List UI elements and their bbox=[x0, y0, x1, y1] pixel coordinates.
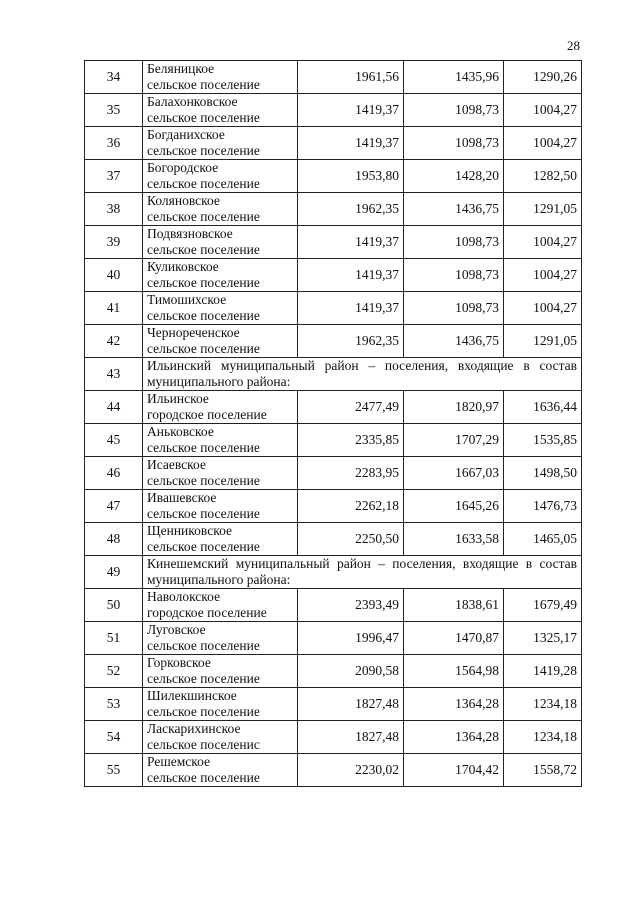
table-row bbox=[85, 292, 582, 325]
settlement-name bbox=[143, 325, 298, 358]
table-row bbox=[85, 490, 582, 523]
row-number: 54 bbox=[85, 721, 143, 754]
table-body bbox=[85, 61, 582, 787]
value-cell-1: 2250,50 bbox=[298, 523, 404, 556]
table-row bbox=[85, 259, 582, 292]
value-cell-3: 1004,27 bbox=[504, 259, 582, 292]
settlement-name-line: Решемское bbox=[147, 754, 211, 769]
settlement-type-line: сельское поселение bbox=[147, 341, 260, 356]
settlement-name-line: Горковское bbox=[147, 655, 211, 670]
settlement-type-line: сельское поселение bbox=[147, 143, 260, 158]
settlement-name-line: Аньковское bbox=[147, 424, 214, 439]
value-cell-1: 2477,49 bbox=[298, 391, 404, 424]
row-number: 43 bbox=[85, 358, 143, 391]
settlement-name bbox=[143, 622, 298, 655]
value-cell-3: 1234,18 bbox=[504, 721, 582, 754]
value-cell-3: 1291,05 bbox=[504, 325, 582, 358]
value-cell-3: 1558,72 bbox=[504, 754, 582, 787]
value-cell-2: 1436,75 bbox=[404, 193, 504, 226]
settlement-name-line: Ильинское bbox=[147, 391, 209, 406]
row-number: 35 bbox=[85, 94, 143, 127]
settlement-name-line: Богородское bbox=[147, 160, 219, 175]
row-number: 39 bbox=[85, 226, 143, 259]
table-row bbox=[85, 61, 582, 94]
settlement-type-line: городское поселение bbox=[147, 605, 267, 620]
settlement-type-line: городское поселение bbox=[147, 407, 267, 422]
settlement-name-line: Тимошихское bbox=[147, 292, 227, 307]
row-number: 44 bbox=[85, 391, 143, 424]
settlement-type-line: сельское поселение bbox=[147, 110, 260, 125]
row-number: 45 bbox=[85, 424, 143, 457]
settlement-type-line: сельское поселение bbox=[147, 671, 260, 686]
table-section-row bbox=[85, 556, 582, 589]
value-cell-2: 1098,73 bbox=[404, 292, 504, 325]
settlement-name-line: Шилекшинское bbox=[147, 688, 237, 703]
value-cell-1: 1962,35 bbox=[298, 193, 404, 226]
settlement-type-line: сельское поселение bbox=[147, 638, 260, 653]
value-cell-1: 1419,37 bbox=[298, 127, 404, 160]
value-cell-1: 1961,56 bbox=[298, 61, 404, 94]
row-number: 50 bbox=[85, 589, 143, 622]
row-number: 51 bbox=[85, 622, 143, 655]
value-cell-2: 1707,29 bbox=[404, 424, 504, 457]
row-number: 55 bbox=[85, 754, 143, 787]
value-cell-3: 1282,50 bbox=[504, 160, 582, 193]
value-cell-1: 1962,35 bbox=[298, 325, 404, 358]
table-row bbox=[85, 523, 582, 556]
value-cell-1: 1419,37 bbox=[298, 226, 404, 259]
value-cell-1: 2393,49 bbox=[298, 589, 404, 622]
settlement-name bbox=[143, 391, 298, 424]
value-cell-1: 2090,58 bbox=[298, 655, 404, 688]
table-row bbox=[85, 193, 582, 226]
value-cell-1: 2335,85 bbox=[298, 424, 404, 457]
page-number: 28 bbox=[567, 38, 580, 53]
value-cell-1: 1419,37 bbox=[298, 292, 404, 325]
value-cell-3: 1290,26 bbox=[504, 61, 582, 94]
row-number: 52 bbox=[85, 655, 143, 688]
value-cell-2: 1435,96 bbox=[404, 61, 504, 94]
settlement-name bbox=[143, 292, 298, 325]
settlement-type-line: сельское поселение bbox=[147, 77, 260, 92]
value-cell-3: 1004,27 bbox=[504, 292, 582, 325]
settlement-type-line: сельское поселение bbox=[147, 176, 260, 191]
settlement-name-line: Богданихское bbox=[147, 127, 225, 142]
value-cell-1: 1419,37 bbox=[298, 94, 404, 127]
value-cell-2: 1820,97 bbox=[404, 391, 504, 424]
row-number: 38 bbox=[85, 193, 143, 226]
settlement-name-line: Подвязновское bbox=[147, 226, 233, 241]
value-cell-2: 1098,73 bbox=[404, 259, 504, 292]
settlement-name bbox=[143, 61, 298, 94]
settlement-type-line: сельское поселение bbox=[147, 770, 260, 785]
table-row bbox=[85, 424, 582, 457]
row-number: 42 bbox=[85, 325, 143, 358]
settlement-name bbox=[143, 523, 298, 556]
value-cell-2: 1645,26 bbox=[404, 490, 504, 523]
settlement-name bbox=[143, 457, 298, 490]
value-cell-3: 1419,28 bbox=[504, 655, 582, 688]
settlement-type-line: сельское поселение bbox=[147, 242, 260, 257]
value-cell-1: 2262,18 bbox=[298, 490, 404, 523]
settlement-name-line: Исаевское bbox=[147, 457, 206, 472]
settlement-name bbox=[143, 259, 298, 292]
tariff-table bbox=[84, 60, 582, 787]
value-cell-1: 1827,48 bbox=[298, 721, 404, 754]
settlement-name-line: Ласкарихинское bbox=[147, 721, 241, 736]
table-row bbox=[85, 325, 582, 358]
value-cell-1: 1996,47 bbox=[298, 622, 404, 655]
row-number: 37 bbox=[85, 160, 143, 193]
settlement-name bbox=[143, 193, 298, 226]
value-cell-1: 2283,95 bbox=[298, 457, 404, 490]
settlement-type-line: сельское поселение bbox=[147, 473, 260, 488]
settlement-name bbox=[143, 226, 298, 259]
row-number: 41 bbox=[85, 292, 143, 325]
value-cell-2: 1470,87 bbox=[404, 622, 504, 655]
row-number: 47 bbox=[85, 490, 143, 523]
settlement-name-line: Наволокское bbox=[147, 589, 221, 604]
row-number: 40 bbox=[85, 259, 143, 292]
settlement-type-line: сельское поселение bbox=[147, 539, 260, 554]
table-row bbox=[85, 391, 582, 424]
row-number: 36 bbox=[85, 127, 143, 160]
value-cell-1: 1419,37 bbox=[298, 259, 404, 292]
settlement-name bbox=[143, 688, 298, 721]
value-cell-3: 1325,17 bbox=[504, 622, 582, 655]
settlement-name bbox=[143, 655, 298, 688]
settlement-name bbox=[143, 721, 298, 754]
row-number: 46 bbox=[85, 457, 143, 490]
district-heading: Кинешемский муниципальный район – поселения, входящие в состав муниципального района: bbox=[143, 556, 582, 589]
settlement-name bbox=[143, 94, 298, 127]
value-cell-2: 1838,61 bbox=[404, 589, 504, 622]
value-cell-3: 1679,49 bbox=[504, 589, 582, 622]
value-cell-2: 1098,73 bbox=[404, 127, 504, 160]
settlement-name-line: Коляновское bbox=[147, 193, 220, 208]
settlement-name bbox=[143, 490, 298, 523]
settlement-type-line: сельское поселение bbox=[147, 704, 260, 719]
settlement-name-line: Чернореченское bbox=[147, 325, 240, 340]
settlement-name-line: Ивашевское bbox=[147, 490, 217, 505]
settlement-type-line: сельское поселение bbox=[147, 506, 260, 521]
value-cell-2: 1098,73 bbox=[404, 94, 504, 127]
table-row bbox=[85, 160, 582, 193]
value-cell-3: 1291,05 bbox=[504, 193, 582, 226]
value-cell-2: 1633,58 bbox=[404, 523, 504, 556]
row-number: 34 bbox=[85, 61, 143, 94]
table-row bbox=[85, 655, 582, 688]
settlement-type-line: сельское поселенис bbox=[147, 737, 260, 752]
value-cell-1: 1827,48 bbox=[298, 688, 404, 721]
table-row bbox=[85, 721, 582, 754]
settlement-name-line: Щенниковское bbox=[147, 523, 232, 538]
settlement-name bbox=[143, 127, 298, 160]
value-cell-3: 1535,85 bbox=[504, 424, 582, 457]
table-row bbox=[85, 754, 582, 787]
value-cell-3: 1498,50 bbox=[504, 457, 582, 490]
value-cell-3: 1476,73 bbox=[504, 490, 582, 523]
table-row bbox=[85, 589, 582, 622]
settlement-type-line: сельское поселение bbox=[147, 440, 260, 455]
table-row bbox=[85, 226, 582, 259]
value-cell-3: 1465,05 bbox=[504, 523, 582, 556]
value-cell-2: 1667,03 bbox=[404, 457, 504, 490]
settlement-name-line: Балахонковское bbox=[147, 94, 238, 109]
settlement-type-line: сельское поселение bbox=[147, 308, 260, 323]
table-row bbox=[85, 127, 582, 160]
settlement-type-line: сельское поселение bbox=[147, 209, 260, 224]
value-cell-2: 1564,98 bbox=[404, 655, 504, 688]
value-cell-2: 1436,75 bbox=[404, 325, 504, 358]
table-row bbox=[85, 688, 582, 721]
value-cell-3: 1636,44 bbox=[504, 391, 582, 424]
value-cell-2: 1428,20 bbox=[404, 160, 504, 193]
value-cell-3: 1234,18 bbox=[504, 688, 582, 721]
value-cell-2: 1098,73 bbox=[404, 226, 504, 259]
settlement-name-line: Куликовское bbox=[147, 259, 219, 274]
settlement-name bbox=[143, 754, 298, 787]
table-section-row bbox=[85, 358, 582, 391]
value-cell-3: 1004,27 bbox=[504, 226, 582, 259]
table-row bbox=[85, 457, 582, 490]
settlement-name-line: Беляницкое bbox=[147, 61, 215, 76]
settlement-name bbox=[143, 589, 298, 622]
value-cell-2: 1364,28 bbox=[404, 688, 504, 721]
row-number: 53 bbox=[85, 688, 143, 721]
value-cell-1: 1953,80 bbox=[298, 160, 404, 193]
value-cell-1: 2230,02 bbox=[298, 754, 404, 787]
value-cell-3: 1004,27 bbox=[504, 94, 582, 127]
row-number: 49 bbox=[85, 556, 143, 589]
table-row bbox=[85, 622, 582, 655]
value-cell-2: 1704,42 bbox=[404, 754, 504, 787]
district-heading: Ильинский муниципальный район – поселения, входящие в состав муниципального района: bbox=[143, 358, 582, 391]
settlement-name bbox=[143, 424, 298, 457]
table-row bbox=[85, 94, 582, 127]
value-cell-2: 1364,28 bbox=[404, 721, 504, 754]
settlement-type-line: сельское поселение bbox=[147, 275, 260, 290]
settlement-name bbox=[143, 160, 298, 193]
value-cell-3: 1004,27 bbox=[504, 127, 582, 160]
settlement-name-line: Луговское bbox=[147, 622, 206, 637]
row-number: 48 bbox=[85, 523, 143, 556]
